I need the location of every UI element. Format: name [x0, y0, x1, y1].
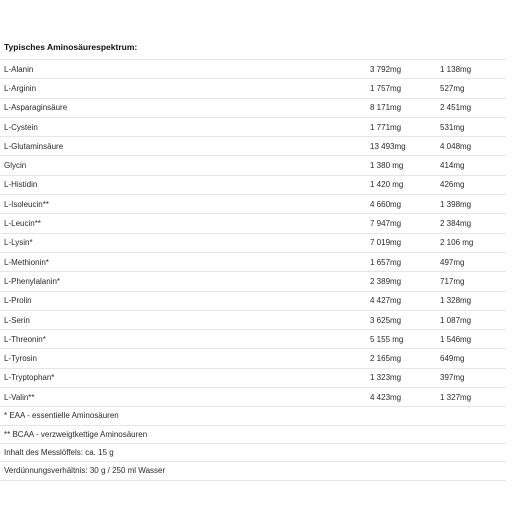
table-row [0, 156, 506, 175]
amount-per-100g: 2 165mg [370, 354, 402, 364]
amount-per-100g: 13 493mg [370, 141, 406, 151]
amino-name: L-Prolin [4, 296, 32, 306]
amount-per-100g: 1 657mg [370, 257, 402, 267]
amount-per-100g: 7 947mg [370, 219, 402, 229]
amount-per-100g: 1 757mg [370, 83, 402, 93]
amount-per-100g: 3 792mg [370, 64, 402, 74]
table-row [0, 214, 506, 233]
amino-name: L-Serin [4, 315, 30, 325]
dilution-ratio-note: Verdünnungsverhältnis: 30 g / 250 ml Wasser [0, 462, 506, 480]
amount-per-serving: 397mg [440, 373, 465, 383]
amount-per-100g: 4 660mg [370, 199, 402, 209]
table-row [0, 234, 506, 253]
table-row [0, 253, 506, 272]
amount-per-100g: 4 427mg [370, 296, 402, 306]
amount-per-100g: 1 420 mg [370, 180, 404, 190]
amount-per-serving: 4 048mg [440, 141, 472, 151]
amino-name: L-Cystein [4, 122, 38, 132]
amount-per-100g: 7 019mg [370, 238, 402, 248]
table-row [0, 292, 506, 311]
amount-per-serving: 531mg [440, 122, 465, 132]
amount-per-100g: 1 771mg [370, 122, 402, 132]
table-row [0, 118, 506, 137]
amount-per-100g: 8 171mg [370, 103, 402, 113]
amount-per-serving: 1 546mg [440, 334, 472, 344]
amino-name: L-Leucin** [4, 219, 41, 229]
amino-name: L-Glutaminsäure [4, 141, 64, 151]
amino-name: L-Tryptophan* [4, 373, 55, 383]
table-row [0, 349, 506, 368]
amino-spectrum-heading: Typisches Aminosäurespektrum: [4, 42, 138, 52]
amino-name: L-Threonin* [4, 334, 46, 344]
amount-per-serving: 414mg [440, 161, 465, 171]
amino-name: L-Valin** [4, 392, 35, 402]
footnote-bcaa: ** BCAA - verzweigtkettige Aminosäuren [0, 426, 506, 444]
amount-per-serving: 1 138mg [440, 64, 472, 74]
table-row [0, 79, 506, 98]
amino-name: L-Arginin [4, 83, 37, 93]
table-row [0, 330, 506, 349]
amino-name: L-Isoleucin** [4, 199, 49, 209]
amount-per-100g: 3 625mg [370, 315, 402, 325]
amino-acid-table [0, 59, 506, 481]
amount-per-serving: 1 087mg [440, 315, 472, 325]
amino-name: L-Asparaginsäure [4, 103, 68, 113]
table-row [0, 311, 506, 330]
amount-per-serving: 1 327mg [440, 392, 472, 402]
amount-per-100g: 2 389mg [370, 276, 402, 286]
amino-name: L-Tyrosin [4, 354, 37, 364]
table-row [0, 369, 506, 388]
footnote-eaa: * EAA - essentielle Aminosäuren [0, 407, 506, 425]
table-row [0, 137, 506, 156]
table-row [0, 195, 506, 214]
amount-per-serving: 1 328mg [440, 296, 472, 306]
table-row [0, 388, 506, 407]
amount-per-serving: 717mg [440, 276, 465, 286]
amount-per-100g: 4 423mg [370, 392, 402, 402]
amino-name: L-Lysin* [4, 238, 33, 248]
amino-name: L-Histidin [4, 180, 38, 190]
table-row [0, 60, 506, 79]
amount-per-serving: 1 398mg [440, 199, 472, 209]
table-row [0, 176, 506, 195]
amount-per-serving: 2 106 mg [440, 238, 474, 248]
scoop-content-note: Inhalt des Messlöffels: ca. 15 g [0, 444, 506, 462]
amount-per-100g: 1 323mg [370, 373, 402, 383]
amount-per-serving: 426mg [440, 180, 465, 190]
amino-name: Glycin [4, 161, 27, 171]
amount-per-100g: 5 155 mg [370, 334, 404, 344]
table-row [0, 99, 506, 118]
amount-per-serving: 2 451mg [440, 103, 472, 113]
table-row [0, 272, 506, 291]
amount-per-100g: 1 380 mg [370, 161, 404, 171]
amount-per-serving: 527mg [440, 83, 465, 93]
amino-name: L-Alanin [4, 64, 34, 74]
amino-name: L-Phenylalanin* [4, 276, 61, 286]
amount-per-serving: 2 384mg [440, 219, 472, 229]
amino-name: L-Methionin* [4, 257, 49, 267]
amount-per-serving: 497mg [440, 257, 465, 267]
amount-per-serving: 649mg [440, 354, 465, 364]
